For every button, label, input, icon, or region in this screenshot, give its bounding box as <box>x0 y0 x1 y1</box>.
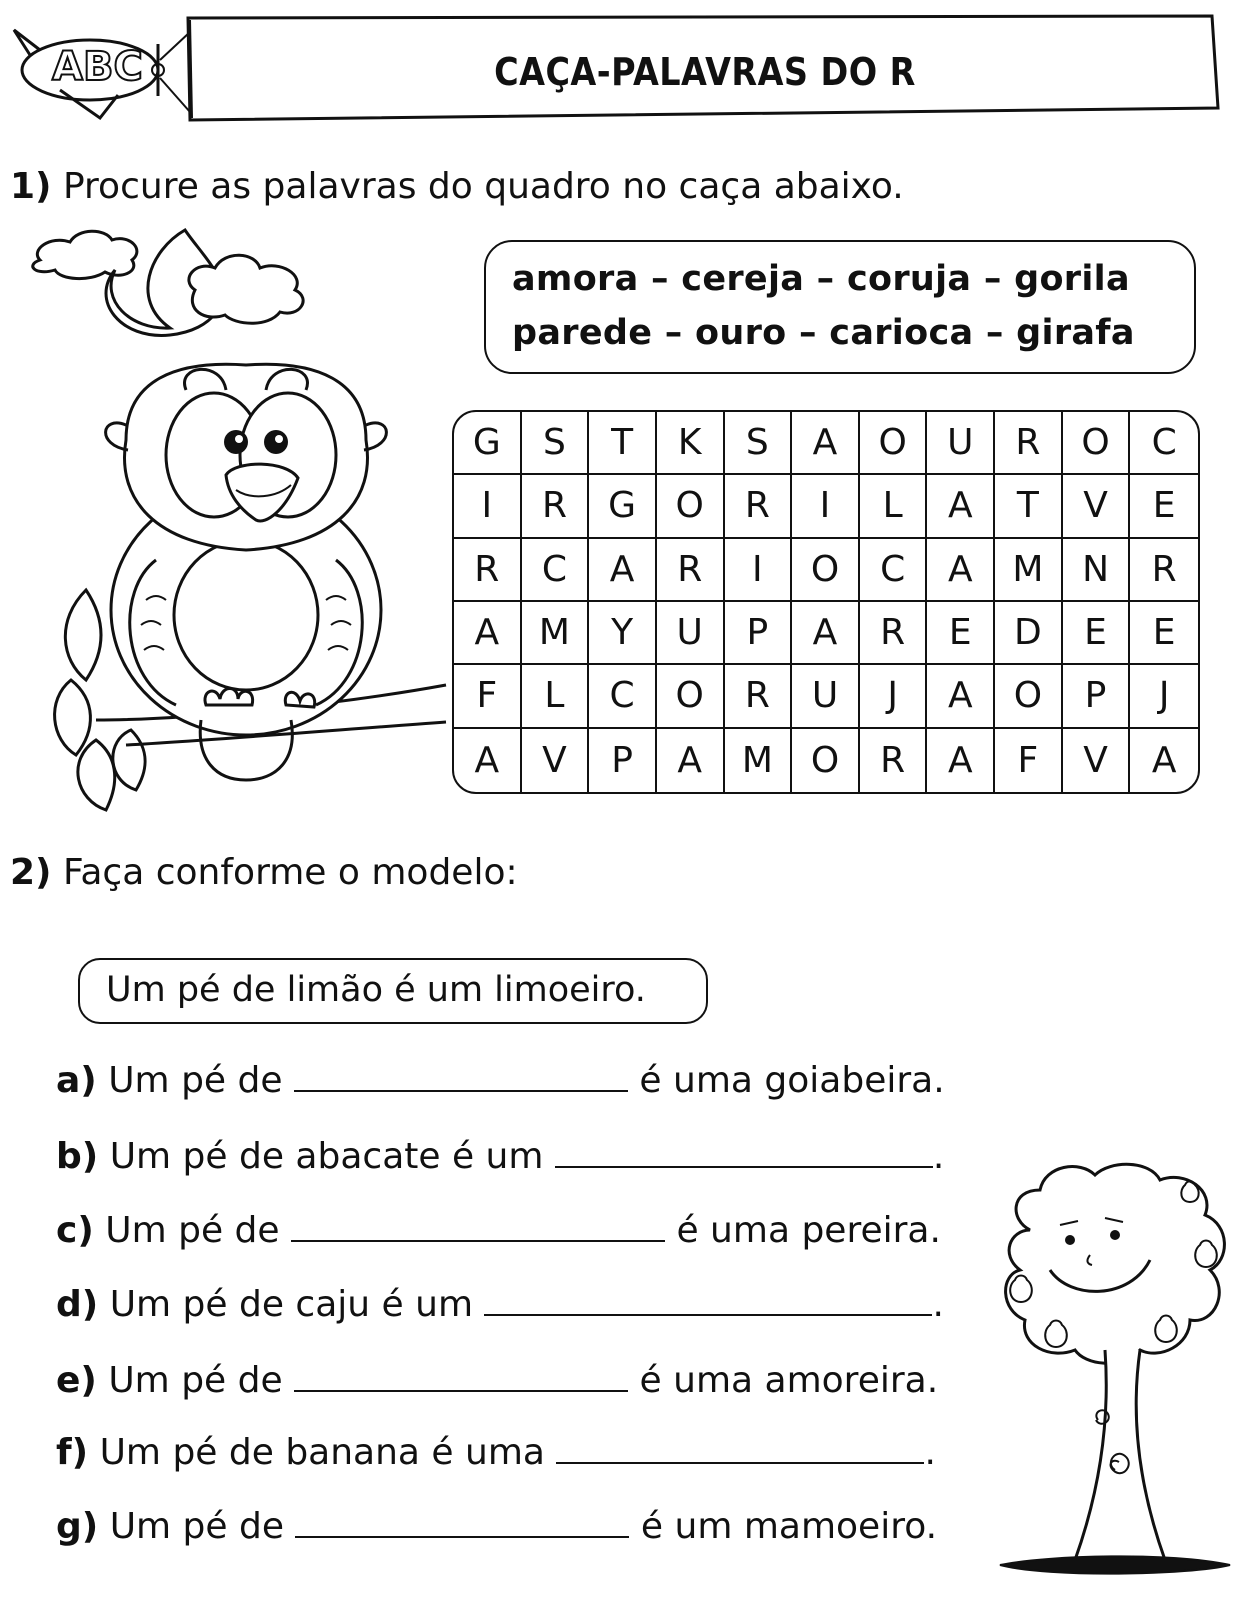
grid-cell[interactable]: G <box>454 412 522 475</box>
word-search-grid <box>452 410 1200 794</box>
grid-cell[interactable]: R <box>1130 539 1198 602</box>
grid-cell[interactable]: K <box>657 412 725 475</box>
grid-cell[interactable]: V <box>1063 475 1131 538</box>
grid-cell[interactable]: U <box>657 602 725 665</box>
grid-cell[interactable]: O <box>657 475 725 538</box>
grid-cell[interactable]: E <box>1063 602 1131 665</box>
grid-cell[interactable]: A <box>589 539 657 602</box>
grid-cell[interactable]: S <box>725 412 793 475</box>
grid-cell[interactable]: G <box>589 475 657 538</box>
model-sentence-box: Um pé de limão é um limoeiro. <box>78 958 708 1024</box>
grid-cell[interactable]: V <box>522 729 590 792</box>
grid-cell[interactable]: P <box>589 729 657 792</box>
grid-cell[interactable]: O <box>792 729 860 792</box>
answer-blank-e[interactable] <box>294 1362 628 1392</box>
grid-cell[interactable]: A <box>657 729 725 792</box>
grid-cell[interactable]: F <box>995 729 1063 792</box>
grid-cell[interactable]: M <box>522 602 590 665</box>
grid-cell[interactable]: F <box>454 665 522 728</box>
answer-blank-c[interactable] <box>291 1212 665 1242</box>
exercise-1-text: Procure as palavras do quadro no caça abaixo. <box>62 166 904 207</box>
item-d: d) Um pé de caju é um . <box>56 1284 944 1325</box>
grid-cell[interactable]: T <box>995 475 1063 538</box>
grid-cell[interactable]: L <box>860 475 928 538</box>
word-list-line-2: parede – ouro – carioca – girafa <box>512 313 1135 353</box>
word-list-line-1: amora – cereja – coruja – gorila <box>512 259 1130 299</box>
grid-cell[interactable]: A <box>927 729 995 792</box>
grid-cell[interactable]: R <box>860 729 928 792</box>
grid-cell[interactable]: A <box>454 602 522 665</box>
exercise-2-number: 2) <box>10 852 52 893</box>
grid-cell[interactable]: O <box>1063 412 1131 475</box>
grid-cell[interactable]: A <box>927 665 995 728</box>
item-e: e) Um pé de é uma amoreira. <box>56 1360 939 1401</box>
item-b: b) Um pé de abacate é um . <box>56 1136 945 1177</box>
grid-cell[interactable]: R <box>995 412 1063 475</box>
item-g: g) Um pé de é um mamoeiro. <box>56 1506 938 1547</box>
grid-cell[interactable]: J <box>1130 665 1198 728</box>
grid-cell[interactable]: C <box>1130 412 1198 475</box>
grid-cell[interactable]: O <box>860 412 928 475</box>
item-c: c) Um pé de é uma pereira. <box>56 1210 941 1251</box>
exercise-2-text: Faça conforme o modelo: <box>62 852 518 893</box>
answer-blank-g[interactable] <box>295 1508 629 1538</box>
grid-cell[interactable]: A <box>1151 739 1177 781</box>
item-a: a) Um pé de é uma goiabeira. <box>56 1060 945 1101</box>
grid-cell[interactable]: U <box>792 665 860 728</box>
pear-tree-icon <box>990 1160 1240 1590</box>
grid-cell[interactable]: U <box>927 412 995 475</box>
exercise-1-instruction <box>10 166 904 207</box>
grid-cell[interactable]: O <box>657 665 725 728</box>
exercise-1-number: 1) <box>10 166 52 207</box>
grid-cell[interactable]: A <box>927 539 995 602</box>
grid-cell[interactable]: R <box>860 602 928 665</box>
grid-cell[interactable]: M <box>725 729 793 792</box>
grid-cell[interactable]: O <box>995 665 1063 728</box>
grid-cell[interactable]: I <box>792 475 860 538</box>
answer-blank-d[interactable] <box>484 1286 932 1316</box>
grid-cell[interactable]: C <box>860 539 928 602</box>
owl-icon <box>36 360 456 830</box>
grid-cell[interactable]: P <box>1063 665 1131 728</box>
grid-cell[interactable]: R <box>725 475 793 538</box>
grid-cell[interactable]: C <box>589 665 657 728</box>
word-list-box <box>484 240 1196 374</box>
answer-blank-b[interactable] <box>555 1138 933 1168</box>
grid-cell[interactable]: T <box>589 412 657 475</box>
grid-cell[interactable]: A <box>792 412 860 475</box>
grid-cell[interactable]: L <box>522 665 590 728</box>
grid-cell[interactable]: Y <box>589 602 657 665</box>
grid-cell[interactable]: A <box>792 602 860 665</box>
grid-cell[interactable]: M <box>995 539 1063 602</box>
answer-blank-a[interactable] <box>294 1062 628 1092</box>
svg-text:ABC: ABC <box>52 44 143 90</box>
grid-cell[interactable]: S <box>522 412 590 475</box>
grid-cell[interactable]: E <box>1130 475 1198 538</box>
item-f: f) Um pé de banana é uma . <box>56 1432 936 1473</box>
abc-airplane-icon <box>14 30 164 118</box>
grid-cell[interactable]: V <box>1063 729 1131 792</box>
answer-blank-f[interactable] <box>556 1434 924 1464</box>
grid-cell[interactable]: E <box>1130 602 1198 665</box>
grid-cell[interactable]: A <box>454 729 522 792</box>
grid-cell[interactable]: R <box>657 539 725 602</box>
grid-cell[interactable]: R <box>522 475 590 538</box>
grid-cell[interactable]: C <box>522 539 590 602</box>
grid-cell[interactable]: R <box>725 665 793 728</box>
grid-cell[interactable]: P <box>725 602 793 665</box>
grid-cell[interactable]: E <box>927 602 995 665</box>
clouds-moon-icon <box>20 220 340 350</box>
exercise-2-instruction <box>10 852 518 893</box>
page-title: CAÇA-PALAVRAS DO R <box>494 50 916 94</box>
grid-cell[interactable]: A <box>927 475 995 538</box>
grid-cell[interactable]: N <box>1063 539 1131 602</box>
grid-cell[interactable]: O <box>792 539 860 602</box>
grid-cell[interactable]: I <box>725 539 793 602</box>
grid-cell[interactable]: I <box>454 475 522 538</box>
grid-cell[interactable]: J <box>860 665 928 728</box>
grid-cell[interactable]: D <box>995 602 1063 665</box>
grid-cell[interactable]: R <box>454 539 522 602</box>
